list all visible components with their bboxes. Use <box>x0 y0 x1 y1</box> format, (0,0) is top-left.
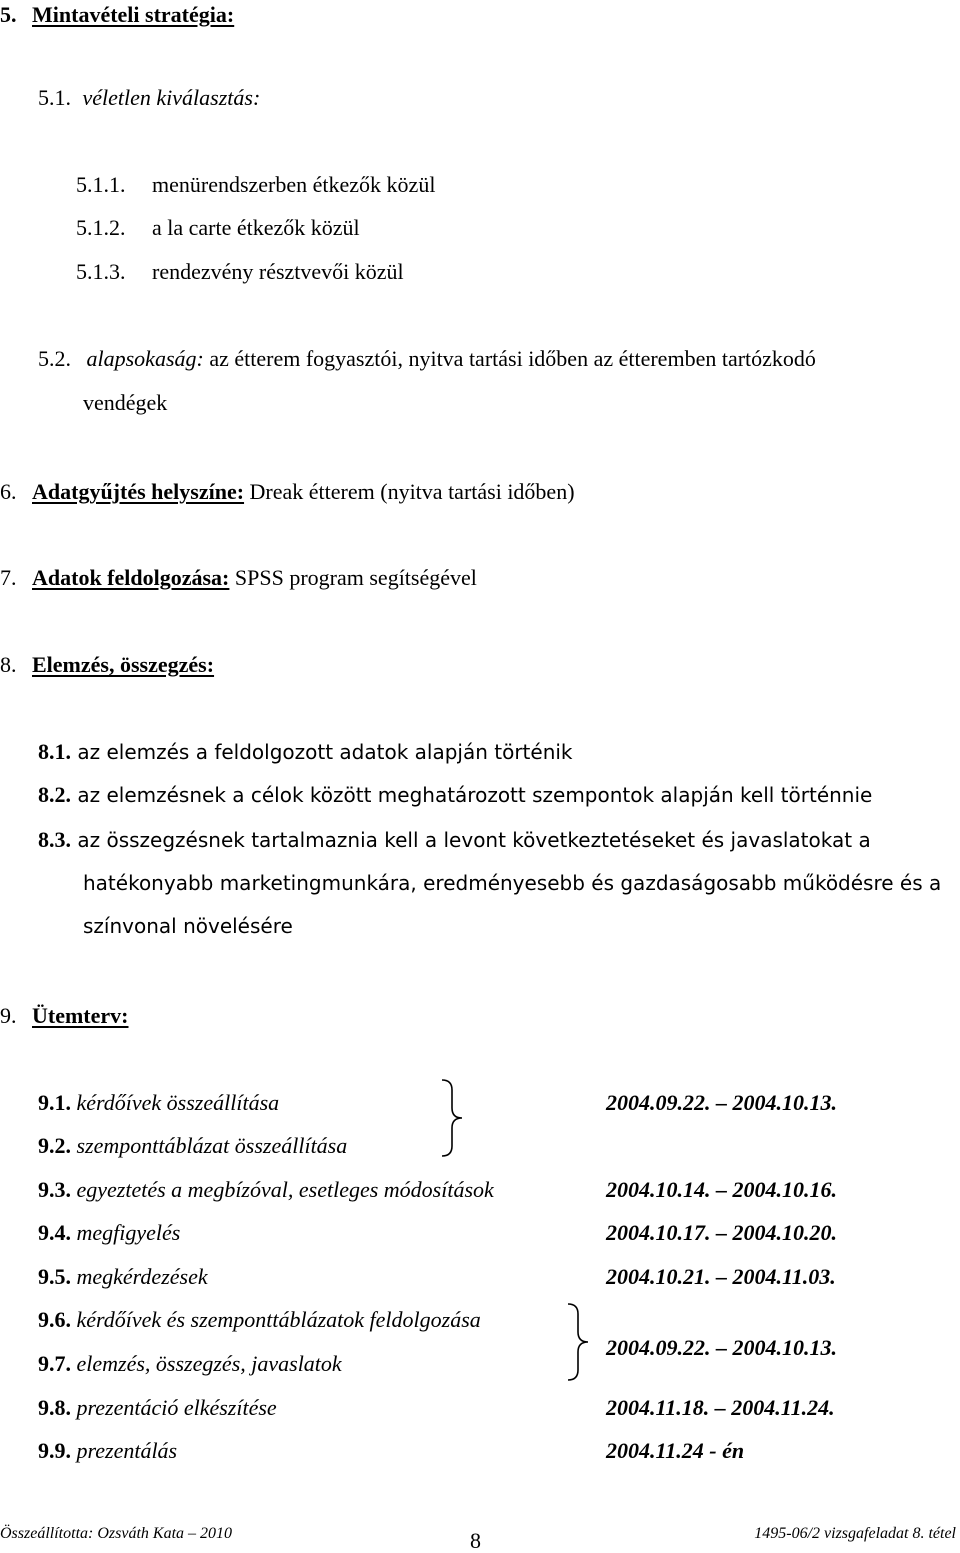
schedule-task: kérdőívek összeállítása <box>76 1090 280 1115</box>
section-label: Elemzés, összegzés: <box>32 652 215 677</box>
schedule-task: kérdőívek és szemponttáblázatok feldolgozása <box>76 1307 481 1332</box>
section-5-2 <box>38 348 816 370</box>
schedule-row <box>38 1222 180 1244</box>
right-brace-icon <box>440 1078 470 1158</box>
schedule-date: 2004.10.14. – 2004.10.16. <box>606 1177 837 1202</box>
section-text: SPSS program segítségével <box>234 565 477 590</box>
schedule-date: 2004.11.24 - én <box>606 1438 745 1463</box>
schedule-task: szemponttáblázat összeállítása <box>76 1133 348 1158</box>
item-number: 9.1. <box>38 1090 71 1115</box>
section-label: Ütemterv: <box>32 1003 129 1028</box>
item-number: 8.2. <box>38 782 71 807</box>
schedule-date: 2004.09.22. – 2004.10.13. <box>606 1335 837 1360</box>
list-item <box>38 741 573 763</box>
schedule-row <box>38 1440 177 1462</box>
item-number: 5.2. <box>38 346 71 371</box>
item-number: 9.4. <box>38 1220 71 1245</box>
item-number: 5.1.2. <box>76 215 126 240</box>
item-number: 8.1. <box>38 739 71 764</box>
schedule-date: 2004.10.17. – 2004.10.20. <box>606 1220 837 1245</box>
section-title: Mintavételi stratégia: <box>32 2 235 27</box>
section-5-2-continuation: vendégek <box>83 390 168 415</box>
list-item <box>76 217 360 239</box>
item-number: 9.5. <box>38 1264 71 1289</box>
section-number: 7. <box>0 565 17 590</box>
item-number: 8.3. <box>38 827 71 852</box>
list-item <box>76 174 435 196</box>
schedule-task: megfigyelés <box>76 1220 181 1245</box>
section-number: 6. <box>0 479 17 504</box>
section-number: 5. <box>0 2 17 27</box>
page-number: 8 <box>470 1528 481 1553</box>
schedule-task: megkérdezések <box>76 1264 208 1289</box>
section-text: Dreak étterem (nyitva tartási időben) <box>249 479 575 504</box>
item-text: véletlen kiválasztás: <box>82 85 261 110</box>
item-text: az elemzésnek a célok között meghatározott szempontok alapján kell történnie <box>77 783 873 807</box>
item-number: 5.1.3. <box>76 259 126 284</box>
item-text: az összegzésnek tartalmaznia kell a levont következtetéseket és javaslatokat a <box>77 828 871 852</box>
footer-exam-id: 1495-06/2 vizsgafeladat 8. tétel <box>754 1525 956 1542</box>
list-item-continuation: színvonal növelésére <box>83 914 293 938</box>
schedule-row <box>38 1266 208 1288</box>
item-text: rendezvény résztvevői közül <box>152 259 404 284</box>
section-9 <box>0 1005 129 1027</box>
schedule-date: 2004.09.22. – 2004.10.13. <box>606 1090 837 1115</box>
item-number: 9.9. <box>38 1438 71 1463</box>
list-item <box>38 784 872 806</box>
schedule-task: prezentáció elkészítése <box>76 1395 277 1420</box>
schedule-row <box>38 1092 279 1114</box>
item-text: menürendszerben étkezők közül <box>152 172 436 197</box>
item-label: alapsokaság: <box>86 346 204 371</box>
schedule-row <box>38 1179 494 1201</box>
section-6 <box>0 481 575 503</box>
section-7 <box>0 567 477 589</box>
schedule-row <box>38 1135 347 1157</box>
right-brace-icon <box>566 1302 596 1382</box>
list-item <box>76 261 404 283</box>
list-item-continuation: hatékonyabb marketingmunkára, eredményesebb és gazdaságosabb működésre és a <box>83 871 942 895</box>
item-number: 5.1. <box>38 85 71 110</box>
item-text: az elemzés a feldolgozott adatok alapján történik <box>77 740 573 764</box>
item-number: 9.8. <box>38 1395 71 1420</box>
schedule-row <box>38 1353 342 1375</box>
schedule-row <box>38 1309 481 1331</box>
section-number: 9. <box>0 1003 17 1028</box>
schedule-task: elemzés, összegzés, javaslatok <box>76 1351 342 1376</box>
section-label: Adatok feldolgozása: <box>32 565 230 590</box>
item-number: 9.2. <box>38 1133 71 1158</box>
item-number: 9.7. <box>38 1351 71 1376</box>
section-5-1 <box>38 87 260 109</box>
section-5-heading <box>0 4 234 26</box>
item-text: az étterem fogyasztói, nyitva tartási időben az étteremben tartózkodó <box>209 346 816 371</box>
section-number: 8. <box>0 652 17 677</box>
item-number: 5.1.1. <box>76 172 126 197</box>
section-8 <box>0 654 214 676</box>
schedule-task: prezentálás <box>76 1438 178 1463</box>
section-label: Adatgyűjtés helyszíne: <box>32 479 245 504</box>
item-number: 9.6. <box>38 1307 71 1332</box>
schedule-row <box>38 1397 277 1419</box>
footer-author: Összeállította: Ozsváth Kata – 2010 <box>0 1525 233 1542</box>
schedule-task: egyeztetés a megbízóval, esetleges módosítások <box>76 1177 494 1202</box>
schedule-date: 2004.11.18. – 2004.11.24. <box>606 1395 835 1420</box>
schedule-date: 2004.10.21. – 2004.11.03. <box>606 1264 836 1289</box>
item-text: a la carte étkezők közül <box>152 215 360 240</box>
item-number: 9.3. <box>38 1177 71 1202</box>
list-item <box>38 829 871 851</box>
